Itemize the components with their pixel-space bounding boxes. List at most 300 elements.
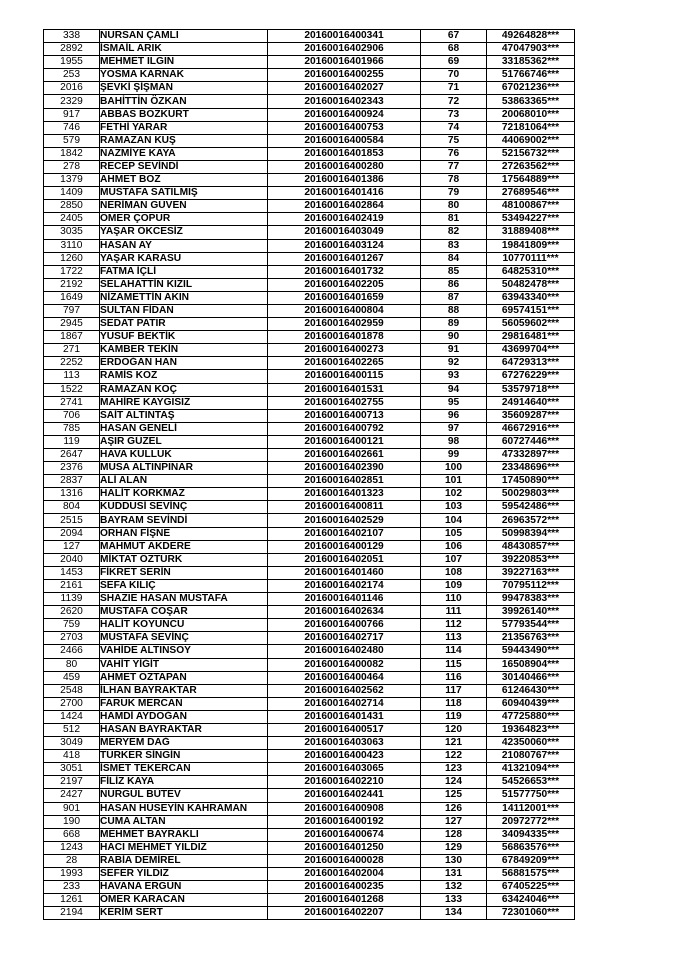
- table-row: [44, 671, 575, 684]
- id-number-cell: 53494227***: [487, 213, 575, 226]
- rank-cell: 75: [421, 134, 487, 147]
- id-number-cell: 20068010***: [487, 108, 575, 121]
- table-row: [44, 854, 575, 867]
- table-row: [44, 278, 575, 291]
- id-number-cell: 46672916***: [487, 422, 575, 435]
- id-number-cell: 23348696***: [487, 462, 575, 475]
- application-number-cell: 20160016402343: [268, 95, 421, 108]
- id-number-cell: 42350060***: [487, 737, 575, 750]
- id-number-cell: 44069002***: [487, 134, 575, 147]
- row-number-cell: 3051: [44, 763, 100, 776]
- row-number-cell: 3049: [44, 737, 100, 750]
- row-number-cell: 1453: [44, 566, 100, 579]
- application-number-cell: 20160016400121: [268, 435, 421, 448]
- full-name-cell: MAHİRE KAYGISIZ: [100, 396, 268, 409]
- full-name-cell: HASAN HÜSEYİN KAHRAMAN: [100, 802, 268, 815]
- id-number-cell: 60727446***: [487, 435, 575, 448]
- id-number-cell: 54526653***: [487, 776, 575, 789]
- rank-cell: 101: [421, 475, 487, 488]
- id-number-cell: 20972772***: [487, 815, 575, 828]
- table-row: [44, 501, 575, 514]
- rank-cell: 108: [421, 566, 487, 579]
- application-number-cell: 20160016403049: [268, 226, 421, 239]
- table-row: [44, 95, 575, 108]
- application-number-cell: 20160016402851: [268, 475, 421, 488]
- id-number-cell: 24914640***: [487, 396, 575, 409]
- table-row: [44, 147, 575, 160]
- full-name-cell: SHAZIE HASAN MUSTAFA: [100, 593, 268, 606]
- row-number-cell: 2427: [44, 789, 100, 802]
- full-name-cell: NURSAN ÇAMLI: [100, 30, 268, 43]
- row-number-cell: 2548: [44, 684, 100, 697]
- rank-cell: 124: [421, 776, 487, 789]
- table-row: [44, 868, 575, 881]
- full-name-cell: HAVA KULLUK: [100, 449, 268, 462]
- row-number-cell: 1409: [44, 187, 100, 200]
- table-row: [44, 291, 575, 304]
- table-row: [44, 318, 575, 331]
- table-row: [44, 213, 575, 226]
- application-number-cell: 20160016402959: [268, 318, 421, 331]
- table-row: [44, 894, 575, 907]
- row-number-cell: 1424: [44, 710, 100, 723]
- row-number-cell: 1993: [44, 868, 100, 881]
- id-number-cell: 41321094***: [487, 763, 575, 776]
- rank-cell: 71: [421, 82, 487, 95]
- application-number-cell: 20160016401732: [268, 265, 421, 278]
- rank-cell: 85: [421, 265, 487, 278]
- full-name-cell: SULTAN FİDAN: [100, 304, 268, 317]
- row-number-cell: 1522: [44, 383, 100, 396]
- table-row: [44, 697, 575, 710]
- full-name-cell: ÖMER ÇOPUR: [100, 213, 268, 226]
- application-number-cell: 20160016400517: [268, 723, 421, 736]
- application-number-cell: 20160016400192: [268, 815, 421, 828]
- row-number-cell: 1649: [44, 291, 100, 304]
- full-name-cell: İSMET TEKERCAN: [100, 763, 268, 776]
- id-number-cell: 47332897***: [487, 449, 575, 462]
- rank-cell: 94: [421, 383, 487, 396]
- table-row: [44, 304, 575, 317]
- table-row: [44, 841, 575, 854]
- row-number-cell: 1379: [44, 174, 100, 187]
- applicant-list-table: [43, 29, 575, 920]
- rank-cell: 91: [421, 344, 487, 357]
- full-name-cell: YAŞAR ÖKCESİZ: [100, 226, 268, 239]
- application-number-cell: 20160016402661: [268, 449, 421, 462]
- rank-cell: 120: [421, 723, 487, 736]
- rank-cell: 88: [421, 304, 487, 317]
- id-number-cell: 19364823***: [487, 723, 575, 736]
- id-number-cell: 16508904***: [487, 658, 575, 671]
- application-number-cell: 20160016401268: [268, 894, 421, 907]
- id-number-cell: 17564889***: [487, 174, 575, 187]
- id-number-cell: 53579718***: [487, 383, 575, 396]
- table-row: [44, 828, 575, 841]
- application-number-cell: 20160016401386: [268, 174, 421, 187]
- row-number-cell: 3035: [44, 226, 100, 239]
- row-number-cell: 759: [44, 619, 100, 632]
- row-number-cell: 1260: [44, 252, 100, 265]
- table-row: [44, 684, 575, 697]
- full-name-cell: FATMA İÇLİ: [100, 265, 268, 278]
- table-row: [44, 658, 575, 671]
- row-number-cell: 2741: [44, 396, 100, 409]
- id-number-cell: 60940439***: [487, 697, 575, 710]
- table-row: [44, 331, 575, 344]
- id-number-cell: 27689546***: [487, 187, 575, 200]
- rank-cell: 102: [421, 488, 487, 501]
- table-row: [44, 108, 575, 121]
- full-name-cell: RABİA DEMİREL: [100, 854, 268, 867]
- row-number-cell: 2703: [44, 632, 100, 645]
- full-name-cell: ALİ ALAN: [100, 475, 268, 488]
- id-number-cell: 21356763***: [487, 632, 575, 645]
- id-number-cell: 26963572***: [487, 514, 575, 527]
- application-number-cell: 20160016400908: [268, 802, 421, 815]
- row-number-cell: 668: [44, 828, 100, 841]
- row-number-cell: 2405: [44, 213, 100, 226]
- full-name-cell: HAMDİ AYDOĞAN: [100, 710, 268, 723]
- id-number-cell: 67405225***: [487, 881, 575, 894]
- rank-cell: 132: [421, 881, 487, 894]
- full-name-cell: MEHMET ILGIN: [100, 56, 268, 69]
- id-number-cell: 56881575***: [487, 868, 575, 881]
- row-number-cell: 190: [44, 815, 100, 828]
- rank-cell: 123: [421, 763, 487, 776]
- table-row: [44, 174, 575, 187]
- row-number-cell: 2197: [44, 776, 100, 789]
- row-number-cell: 2376: [44, 462, 100, 475]
- full-name-cell: CUMA ALTAN: [100, 815, 268, 828]
- rank-cell: 107: [421, 553, 487, 566]
- table-row: [44, 540, 575, 553]
- table-row: [44, 763, 575, 776]
- application-number-cell: 20160016402051: [268, 553, 421, 566]
- full-name-cell: HAVANA ERGÜN: [100, 881, 268, 894]
- table-row: [44, 802, 575, 815]
- row-number-cell: 338: [44, 30, 100, 43]
- id-number-cell: 64729313***: [487, 357, 575, 370]
- full-name-cell: KAMBER TEKİN: [100, 344, 268, 357]
- row-number-cell: 2161: [44, 579, 100, 592]
- rank-cell: 128: [421, 828, 487, 841]
- id-number-cell: 63424046***: [487, 894, 575, 907]
- full-name-cell: NURGÜL BÜTEV: [100, 789, 268, 802]
- rank-cell: 115: [421, 658, 487, 671]
- rank-cell: 87: [421, 291, 487, 304]
- rank-cell: 93: [421, 370, 487, 383]
- rank-cell: 99: [421, 449, 487, 462]
- application-number-cell: 20160016400115: [268, 370, 421, 383]
- table-row: [44, 789, 575, 802]
- application-number-cell: 20160016402864: [268, 200, 421, 213]
- application-number-cell: 20160016402717: [268, 632, 421, 645]
- full-name-cell: MİKTAT ÖZTÜRK: [100, 553, 268, 566]
- application-number-cell: 20160016402207: [268, 907, 421, 920]
- full-name-cell: ŞEVKİ ŞİŞMAN: [100, 82, 268, 95]
- application-number-cell: 20160016403124: [268, 239, 421, 252]
- full-name-cell: HALİT KORKMAZ: [100, 488, 268, 501]
- row-number-cell: 512: [44, 723, 100, 736]
- rank-cell: 133: [421, 894, 487, 907]
- rank-cell: 134: [421, 907, 487, 920]
- application-number-cell: 20160016401966: [268, 56, 421, 69]
- rank-cell: 122: [421, 750, 487, 763]
- rank-cell: 83: [421, 239, 487, 252]
- table-row: [44, 593, 575, 606]
- id-number-cell: 59443490***: [487, 645, 575, 658]
- id-number-cell: 70795112***: [487, 579, 575, 592]
- id-number-cell: 50482478***: [487, 278, 575, 291]
- application-number-cell: 20160016401416: [268, 187, 421, 200]
- row-number-cell: 253: [44, 69, 100, 82]
- rank-cell: 80: [421, 200, 487, 213]
- table-row: [44, 252, 575, 265]
- table-row: [44, 82, 575, 95]
- id-number-cell: 48430857***: [487, 540, 575, 553]
- rank-cell: 119: [421, 710, 487, 723]
- row-number-cell: 2466: [44, 645, 100, 658]
- rank-cell: 114: [421, 645, 487, 658]
- application-number-cell: 20160016401323: [268, 488, 421, 501]
- id-number-cell: 39926140***: [487, 606, 575, 619]
- id-number-cell: 39227163***: [487, 566, 575, 579]
- table-row: [44, 226, 575, 239]
- row-number-cell: 2945: [44, 318, 100, 331]
- application-number-cell: 20160016400804: [268, 304, 421, 317]
- application-number-cell: 20160016400280: [268, 160, 421, 173]
- full-name-cell: MAHMUT AKDERE: [100, 540, 268, 553]
- row-number-cell: 3110: [44, 239, 100, 252]
- table-row: [44, 200, 575, 213]
- row-number-cell: 418: [44, 750, 100, 763]
- full-name-cell: HACI MEHMET YILDIZ: [100, 841, 268, 854]
- application-number-cell: 20160016400341: [268, 30, 421, 43]
- application-number-cell: 20160016401250: [268, 841, 421, 854]
- rank-cell: 89: [421, 318, 487, 331]
- rank-cell: 95: [421, 396, 487, 409]
- id-number-cell: 30140466***: [487, 671, 575, 684]
- rank-cell: 111: [421, 606, 487, 619]
- row-number-cell: 1316: [44, 488, 100, 501]
- application-number-cell: 20160016400255: [268, 69, 421, 82]
- table-row: [44, 69, 575, 82]
- full-name-cell: AŞIR GÜZEL: [100, 435, 268, 448]
- row-number-cell: 2252: [44, 357, 100, 370]
- table-row: [44, 396, 575, 409]
- row-number-cell: 2850: [44, 200, 100, 213]
- id-number-cell: 67849209***: [487, 854, 575, 867]
- full-name-cell: KERİM SERT: [100, 907, 268, 920]
- full-name-cell: HASAN GENELİ: [100, 422, 268, 435]
- full-name-cell: FİLİZ KAYA: [100, 776, 268, 789]
- application-number-cell: 20160016402755: [268, 396, 421, 409]
- table-row: [44, 357, 575, 370]
- application-number-cell: 20160016400082: [268, 658, 421, 671]
- application-number-cell: 20160016402027: [268, 82, 421, 95]
- full-name-cell: VAHİDE ALTINSOY: [100, 645, 268, 658]
- application-number-cell: 20160016400811: [268, 501, 421, 514]
- rank-cell: 106: [421, 540, 487, 553]
- id-number-cell: 47047903***: [487, 43, 575, 56]
- row-number-cell: 2837: [44, 475, 100, 488]
- full-name-cell: HASAN AY: [100, 239, 268, 252]
- application-number-cell: 20160016402562: [268, 684, 421, 697]
- table-row: [44, 488, 575, 501]
- rank-cell: 81: [421, 213, 487, 226]
- row-number-cell: 706: [44, 409, 100, 422]
- rank-cell: 110: [421, 593, 487, 606]
- rank-cell: 129: [421, 841, 487, 854]
- table-row: [44, 56, 575, 69]
- full-name-cell: SEFA KILIÇ: [100, 579, 268, 592]
- rank-cell: 131: [421, 868, 487, 881]
- table-row: [44, 239, 575, 252]
- row-number-cell: 233: [44, 881, 100, 894]
- row-number-cell: 1842: [44, 147, 100, 160]
- id-number-cell: 43699704***: [487, 344, 575, 357]
- row-number-cell: 127: [44, 540, 100, 553]
- rank-cell: 125: [421, 789, 487, 802]
- row-number-cell: 2094: [44, 527, 100, 540]
- rank-cell: 116: [421, 671, 487, 684]
- full-name-cell: HASAN BAYRAKTAR: [100, 723, 268, 736]
- id-number-cell: 99478383***: [487, 593, 575, 606]
- full-name-cell: BAYRAM SEVİNDİ: [100, 514, 268, 527]
- row-number-cell: 797: [44, 304, 100, 317]
- full-name-cell: MEHMET BAYRAKLI: [100, 828, 268, 841]
- application-number-cell: 20160016402634: [268, 606, 421, 619]
- row-number-cell: 1139: [44, 593, 100, 606]
- table-row: [44, 907, 575, 920]
- row-number-cell: 2892: [44, 43, 100, 56]
- full-name-cell: MUSTAFA COŞAR: [100, 606, 268, 619]
- id-number-cell: 69574151***: [487, 304, 575, 317]
- rank-cell: 90: [421, 331, 487, 344]
- table-row: [44, 187, 575, 200]
- application-number-cell: 20160016400766: [268, 619, 421, 632]
- full-name-cell: KUDDUSİ SEVİNÇ: [100, 501, 268, 514]
- full-name-cell: MUSTAFA SATILMIŞ: [100, 187, 268, 200]
- row-number-cell: 2016: [44, 82, 100, 95]
- application-number-cell: 20160016400792: [268, 422, 421, 435]
- table-row: [44, 737, 575, 750]
- application-number-cell: 20160016402210: [268, 776, 421, 789]
- row-number-cell: 278: [44, 160, 100, 173]
- rank-cell: 86: [421, 278, 487, 291]
- row-number-cell: 271: [44, 344, 100, 357]
- table-row: [44, 462, 575, 475]
- rank-cell: 103: [421, 501, 487, 514]
- id-number-cell: 29816481***: [487, 331, 575, 344]
- application-number-cell: 20160016402390: [268, 462, 421, 475]
- full-name-cell: YAŞAR KARASU: [100, 252, 268, 265]
- rank-cell: 68: [421, 43, 487, 56]
- id-number-cell: 21080767***: [487, 750, 575, 763]
- rank-cell: 127: [421, 815, 487, 828]
- application-number-cell: 20160016402004: [268, 868, 421, 881]
- row-number-cell: 901: [44, 802, 100, 815]
- id-number-cell: 59542486***: [487, 501, 575, 514]
- id-number-cell: 48100867***: [487, 200, 575, 213]
- full-name-cell: MUSA ALTINPINAR: [100, 462, 268, 475]
- application-number-cell: 20160016400273: [268, 344, 421, 357]
- id-number-cell: 51766746***: [487, 69, 575, 82]
- id-number-cell: 63943340***: [487, 291, 575, 304]
- rank-cell: 77: [421, 160, 487, 173]
- rank-cell: 96: [421, 409, 487, 422]
- application-number-cell: 20160016401659: [268, 291, 421, 304]
- table-row: [44, 134, 575, 147]
- id-number-cell: 57793544***: [487, 619, 575, 632]
- full-name-cell: SELAHATTİN KIZIL: [100, 278, 268, 291]
- row-number-cell: 1955: [44, 56, 100, 69]
- full-name-cell: MUSTAFA SEVİNÇ: [100, 632, 268, 645]
- application-number-cell: 20160016402419: [268, 213, 421, 226]
- application-number-cell: 20160016402529: [268, 514, 421, 527]
- application-number-cell: 20160016403065: [268, 763, 421, 776]
- rank-cell: 79: [421, 187, 487, 200]
- rank-cell: 76: [421, 147, 487, 160]
- application-number-cell: 20160016402174: [268, 579, 421, 592]
- id-number-cell: 27263562***: [487, 160, 575, 173]
- id-number-cell: 19841809***: [487, 239, 575, 252]
- application-number-cell: 20160016401146: [268, 593, 421, 606]
- full-name-cell: HALİT KOYUNCU: [100, 619, 268, 632]
- table-row: [44, 422, 575, 435]
- application-number-cell: 20160016400713: [268, 409, 421, 422]
- id-number-cell: 67276229***: [487, 370, 575, 383]
- full-name-cell: İSMAİL ARIK: [100, 43, 268, 56]
- id-number-cell: 56863576***: [487, 841, 575, 854]
- id-number-cell: 72181064***: [487, 121, 575, 134]
- application-number-cell: 20160016400464: [268, 671, 421, 684]
- rank-cell: 98: [421, 435, 487, 448]
- full-name-cell: NAZMİYE KAYA: [100, 147, 268, 160]
- id-number-cell: 61246430***: [487, 684, 575, 697]
- full-name-cell: AHMET BOZ: [100, 174, 268, 187]
- application-number-cell: 20160016403063: [268, 737, 421, 750]
- row-number-cell: 917: [44, 108, 100, 121]
- table-row: [44, 121, 575, 134]
- table-row: [44, 527, 575, 540]
- application-number-cell: 20160016401878: [268, 331, 421, 344]
- table-row: [44, 30, 575, 43]
- rank-cell: 70: [421, 69, 487, 82]
- id-number-cell: 50998394***: [487, 527, 575, 540]
- row-number-cell: 1867: [44, 331, 100, 344]
- application-number-cell: 20160016400674: [268, 828, 421, 841]
- full-name-cell: YUSUF BEKTİK: [100, 331, 268, 344]
- application-number-cell: 20160016401531: [268, 383, 421, 396]
- rank-cell: 73: [421, 108, 487, 121]
- full-name-cell: İLHAN BAYRAKTAR: [100, 684, 268, 697]
- application-number-cell: 20160016400924: [268, 108, 421, 121]
- table-row: [44, 619, 575, 632]
- full-name-cell: ÖMER KARACAN: [100, 894, 268, 907]
- rank-cell: 69: [421, 56, 487, 69]
- full-name-cell: ERDOĞAN HAN: [100, 357, 268, 370]
- row-number-cell: 2647: [44, 449, 100, 462]
- row-number-cell: 1243: [44, 841, 100, 854]
- row-number-cell: 2620: [44, 606, 100, 619]
- full-name-cell: RECEP SEVİNDİ: [100, 160, 268, 173]
- table-row: [44, 370, 575, 383]
- full-name-cell: RAMİS KOZ: [100, 370, 268, 383]
- full-name-cell: NERİMAN GÜVEN: [100, 200, 268, 213]
- rank-cell: 105: [421, 527, 487, 540]
